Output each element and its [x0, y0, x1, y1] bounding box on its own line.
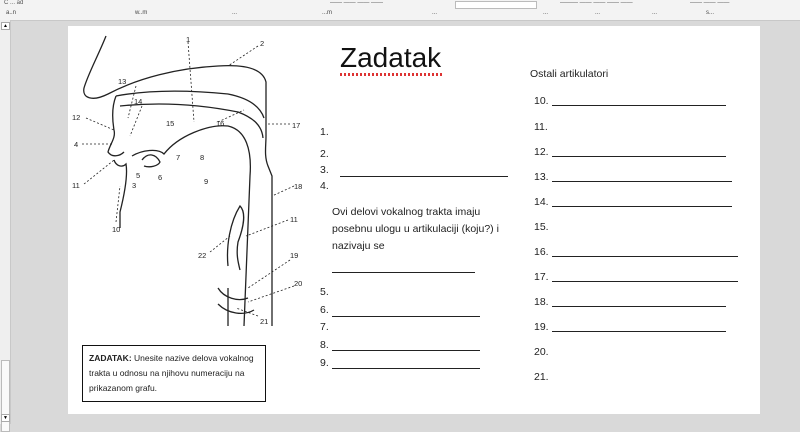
diagram-label: 3	[132, 181, 137, 190]
ruler-label: ...m	[322, 10, 332, 16]
diagram-label: 9	[204, 177, 209, 186]
ruler-top-text: —— —— —— ——	[330, 0, 384, 6]
ruler-label: a..n	[6, 10, 17, 16]
answer-number: 2.	[320, 148, 329, 160]
diagram-label: 16	[216, 119, 225, 128]
answer-number: 18.	[534, 296, 549, 308]
ruler-label: ...	[652, 10, 658, 16]
answer-line[interactable]	[552, 331, 726, 332]
answer-number: 14.	[534, 196, 549, 208]
task-label: ZADATAK:	[89, 353, 132, 363]
diagram-label: 8	[200, 153, 205, 162]
answer-line[interactable]	[332, 368, 480, 369]
slide-title[interactable]: Zadatak	[340, 42, 441, 74]
answer-line[interactable]	[552, 206, 732, 207]
ruler-bar	[0, 0, 800, 21]
answer-number: 12.	[534, 146, 549, 158]
answer-number: 1.	[320, 126, 329, 138]
task-box	[82, 345, 266, 402]
answer-number: 11.	[534, 121, 548, 133]
vocal-tract-diagram	[68, 26, 318, 336]
answer-line[interactable]	[552, 281, 738, 282]
answer-line[interactable]	[332, 316, 480, 317]
answer-number: 21.	[534, 371, 549, 383]
diagram-label: 21	[260, 317, 269, 326]
ruler-label: w..m	[135, 10, 148, 16]
diagram-label: 5	[136, 171, 141, 180]
diagram-label: 6	[158, 173, 163, 182]
diagram-label: 1	[186, 35, 191, 44]
answer-number: 20.	[534, 346, 549, 358]
answer-number: 16.	[534, 246, 549, 258]
answer-line[interactable]	[552, 256, 738, 257]
ruler-top-text: C ... ad	[4, 0, 24, 6]
answer-line[interactable]	[332, 350, 480, 351]
ruler-label: ...	[595, 10, 601, 16]
diagram-label: 19	[290, 251, 299, 260]
diagram-label: 10	[112, 225, 121, 234]
scroll-down-icon[interactable]: ▼	[1, 414, 10, 422]
vertical-scrollbar[interactable]	[0, 20, 11, 424]
ruler-label: s...	[706, 10, 715, 16]
diagram-label: 11	[72, 181, 80, 190]
answer-number: 5.	[320, 286, 329, 298]
instruction-paragraph: Ovi delovi vokalnog trakta imaju posebnu ulogu u artikulaciji (koju?) i nazivaju se	[332, 206, 499, 252]
scroll-up-icon[interactable]: ▲	[1, 22, 10, 30]
diagram-label: 4	[74, 140, 79, 149]
diagram-label: 14	[134, 97, 143, 106]
answer-number: 8.	[320, 339, 329, 351]
ruler-label: ...	[543, 10, 549, 16]
diagram-label: 20	[294, 279, 303, 288]
ruler-label: ...	[432, 10, 438, 16]
diagram-label: 13	[118, 77, 127, 86]
answer-line[interactable]	[332, 272, 475, 273]
diagram-label: 12	[72, 113, 81, 122]
answer-number: 17.	[534, 271, 549, 283]
slide-canvas[interactable]	[68, 26, 760, 414]
answer-number: 9.	[320, 357, 329, 369]
answer-number: 7.	[320, 321, 329, 333]
answer-number: 15.	[534, 221, 549, 233]
diagram-label: 18	[294, 182, 303, 191]
ruler-top-text: —— —— ——	[690, 0, 730, 6]
diagram-label: 7	[176, 153, 181, 162]
answer-number: 3.	[320, 164, 329, 176]
answer-line[interactable]	[340, 176, 508, 177]
answer-number: 10.	[534, 95, 549, 107]
diagram-label: 2	[260, 39, 265, 48]
answer-number: 4.	[320, 180, 329, 192]
answer-line[interactable]	[552, 105, 726, 106]
ruler-top-text: ——— —— —— —— ——	[560, 0, 633, 6]
diagram-label: 15	[166, 119, 175, 128]
task-text: Unesite nazive delova vokalnog trakta u odnosu na njihovu numeraciju na prikazanom grafu.	[89, 353, 254, 393]
ruler-label: ...	[232, 10, 238, 16]
answer-line[interactable]	[552, 306, 726, 307]
ruler-selected-field[interactable]	[455, 1, 537, 9]
answer-line[interactable]	[552, 156, 726, 157]
diagram-label: 22	[198, 251, 207, 260]
answer-number: 6.	[320, 304, 329, 316]
diagram-label: 11	[290, 215, 298, 224]
answer-number: 19.	[534, 321, 549, 333]
answer-number: 13.	[534, 171, 549, 183]
diagram-label: 17	[292, 121, 301, 130]
organs-heading: Ostali artikulatori	[530, 68, 609, 80]
answer-line[interactable]	[552, 181, 732, 182]
spellcheck-underline	[340, 73, 444, 76]
